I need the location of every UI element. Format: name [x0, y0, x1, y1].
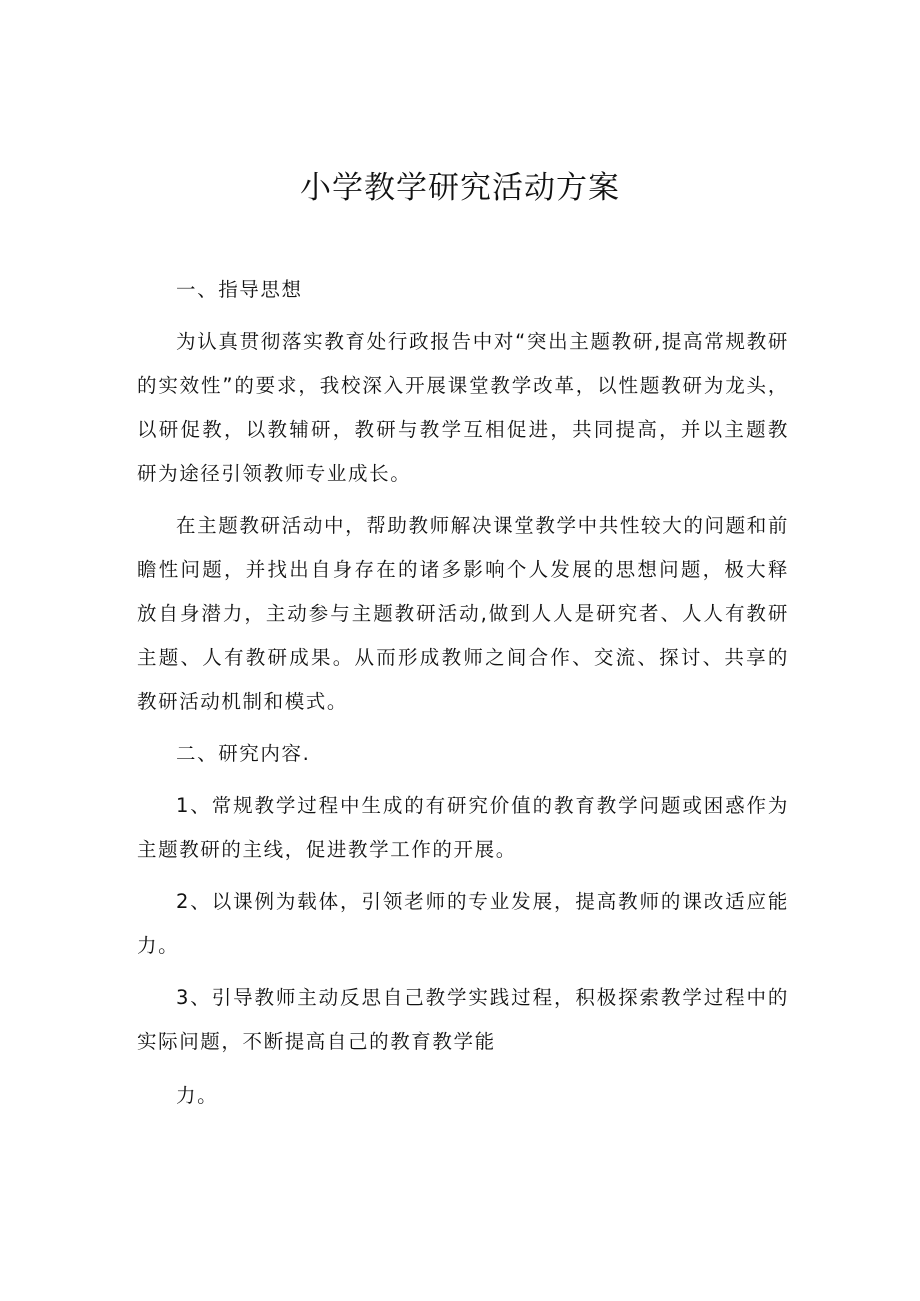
list-item-research-content-3: 3、引导教师主动反思自己教学实践过程，积极探索教学过程中的实际问题，不断提高自己的教育教学能	[137, 986, 789, 1053]
list-item-research-content-1: 1、常规教学过程中生成的有研究价值的教育教学问题或困惑作为主题教研的主线，促进教学工作的开展。	[137, 794, 789, 861]
document-title: 小学教学研究活动方案	[300, 170, 620, 206]
paragraph-guiding-thought-2: 在主题教研活动中，帮助教师解决课堂教学中共性较大的问题和前瞻性问题，并找出自身存在的诸多影响个人发展的思想问题，极大释放自身潜力，主动参与主题教研活动,做到人人是研究者、人人有教研主题、人有教研成果。从而形成教师之间合作、交流、探讨、共享的教研活动机制和模式。	[137, 514, 789, 713]
document-body	[137, 268, 789, 1126]
paragraph-trailing-fragment: 力。	[176, 1084, 219, 1107]
section-heading-research-content: 二、研究内容.	[176, 742, 311, 765]
paragraph-guiding-thought-1: 为认真贯彻落实教育处行政报告中对“突出主题教研,提高常规教研的实效性”的要求，我校深入开展课堂教学改革，以性题教研为龙头，以研促教，以教辅研，教研与教学互相促进，共同提高，并以主题教研为途径引领教师专业成长。	[137, 330, 789, 485]
section-heading-guiding-thought: 一、指导思想	[176, 278, 303, 301]
list-item-research-content-2: 2、以课例为载体，引领老师的专业发展，提高教师的课改适应能力。	[137, 890, 789, 957]
